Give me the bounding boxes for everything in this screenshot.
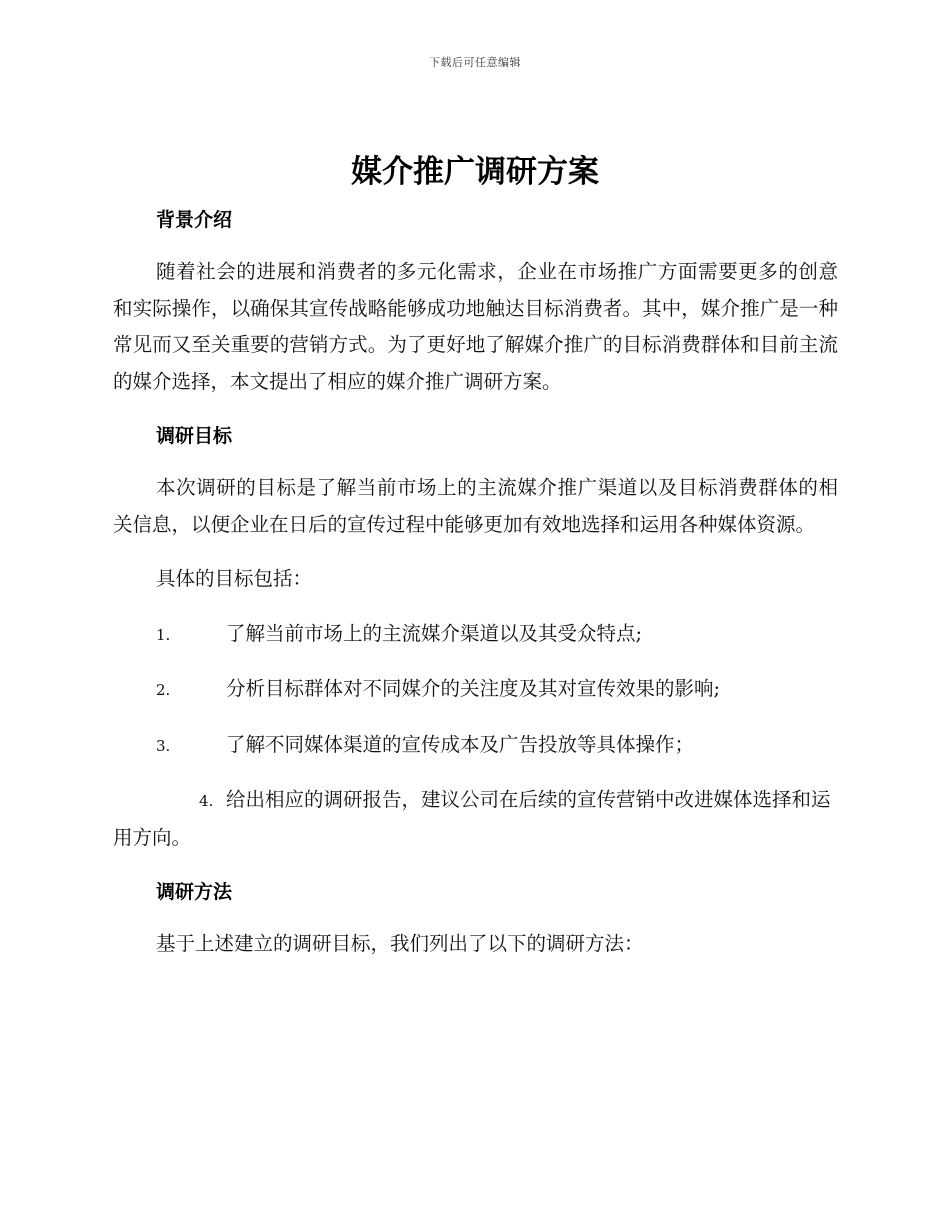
list-item-text: 给出相应的调研报告，建议公司在后续的宣传营销中改进媒体选择和运用方向。 [113, 788, 831, 849]
objectives-intro: 具体的目标包括： [156, 567, 313, 590]
objectives-paragraph: 本次调研的目标是了解当前市场上的主流媒介推广渠道以及目标消费群体的相关信息，以便企业在日后的宣传过程中能够更加有效地选择和运用各种媒体资源。 [113, 476, 838, 536]
list-item-number: 1. [156, 625, 171, 644]
list-item-text: 了解当前市场上的主流媒介渠道以及其受众特点; [226, 621, 643, 645]
section-heading-objectives: 调研目标 [156, 425, 233, 447]
methods-paragraph: 基于上述建立的调研目标，我们列出了以下的调研方法： [156, 932, 644, 955]
list-item-text: 分析目标群体对不同媒介的关注度及其对宣传效果的影响; [226, 677, 721, 700]
section-heading-methods: 调研方法 [156, 881, 233, 903]
list-item-number: 3. [156, 736, 171, 755]
list-item-number: 2. [156, 681, 171, 699]
document-title: 媒介推广调研方案 [351, 154, 599, 190]
section-heading-background: 背景介绍 [156, 209, 233, 231]
list-item-text: 了解不同媒体渠道的宣传成本及广告投放等具体操作； [226, 732, 695, 756]
header-note: 下载后可任意编辑 [429, 56, 521, 69]
list-item [113, 727, 838, 765]
list-item-number: 4. [199, 792, 214, 810]
list-item [113, 671, 838, 709]
document-body [113, 203, 838, 963]
background-paragraph: 随着社会的进展和消费者的多元化需求，企业在市场推广方面需要更多的创意和实际操作，以确保其宣传战略能够成功地触达目标消费者。其中，媒介推广是一种常见而又至关重要的营销方式。为了更好地了解媒介推广的目标消费群体和目前主流的媒介选择，本文提出了相应的媒介推广调研方案。 [113, 260, 838, 393]
list-item [113, 782, 838, 856]
list-item [113, 616, 838, 654]
